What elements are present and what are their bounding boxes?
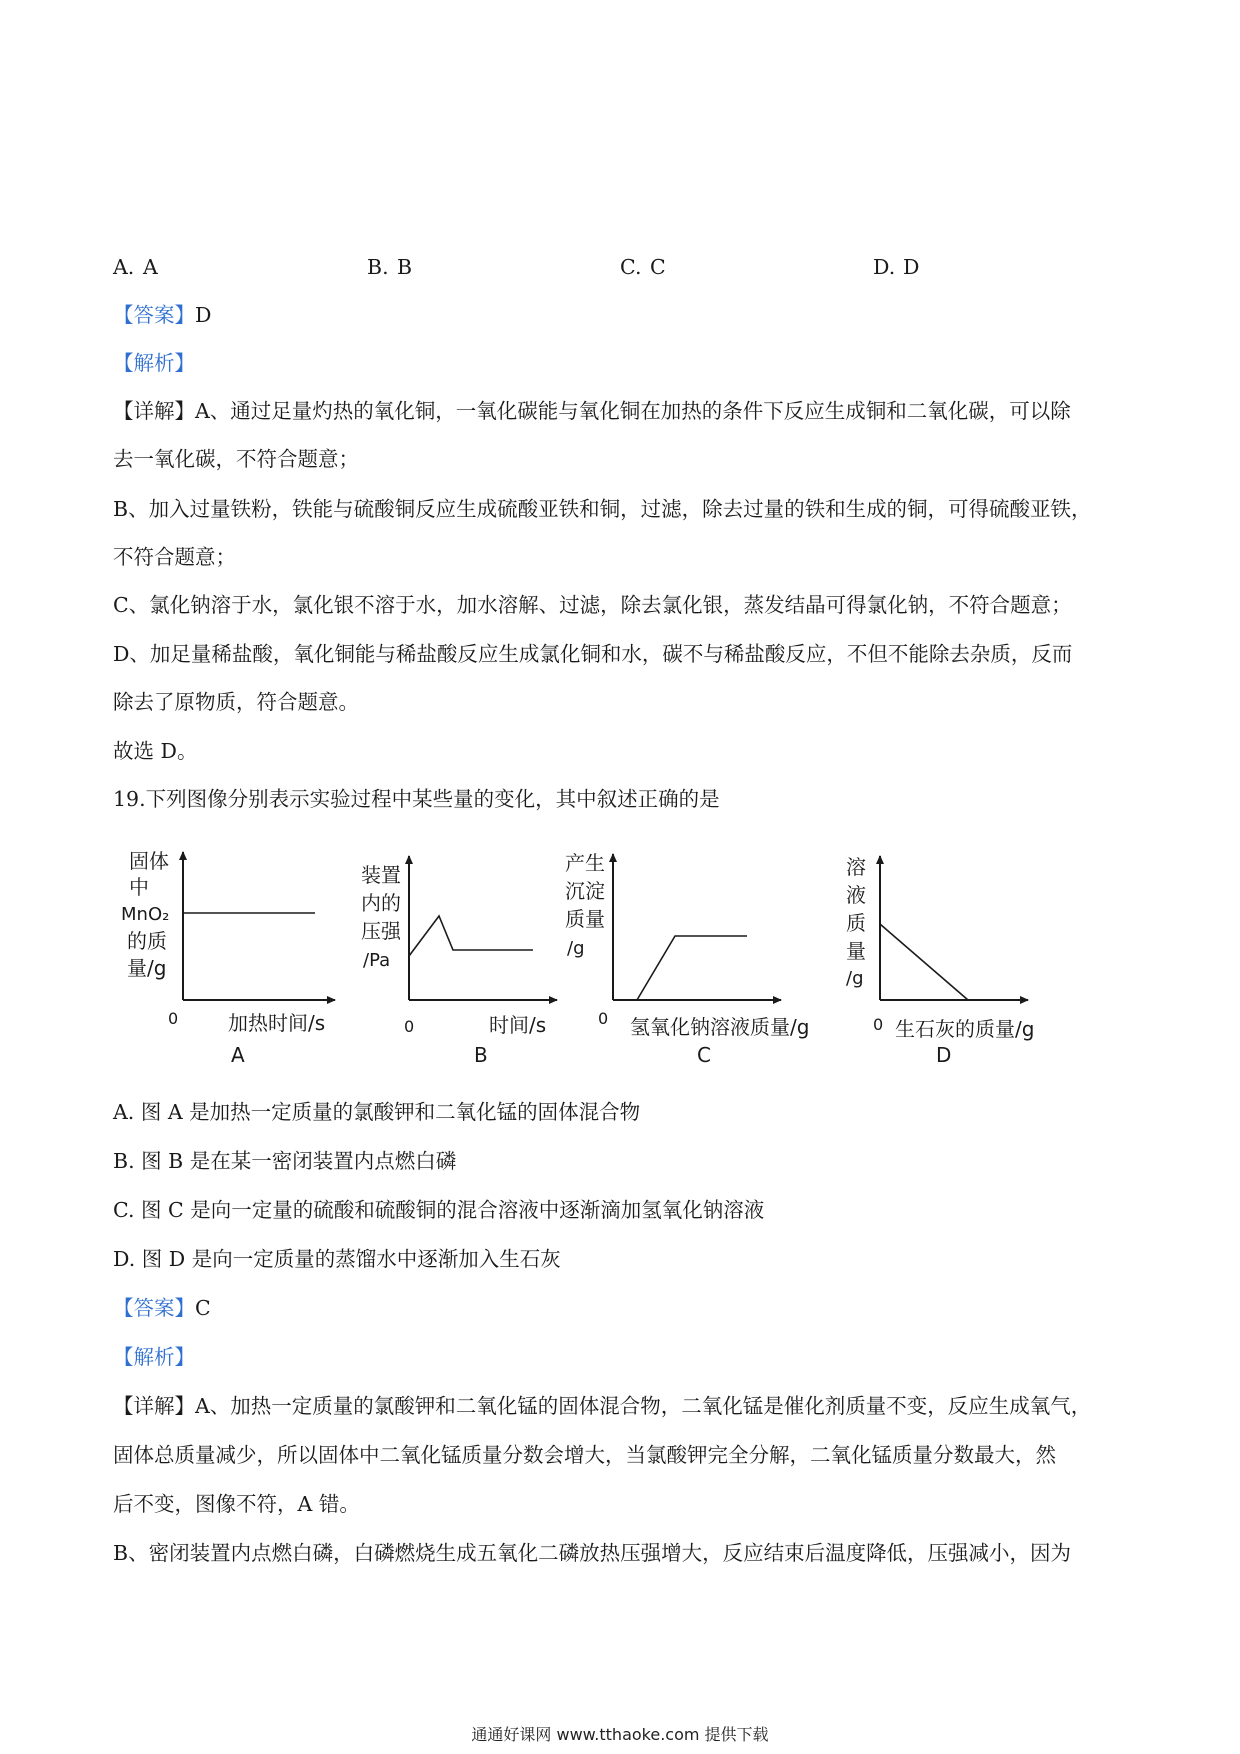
q19-detail-line: 后不变，图像不符，A 错。 bbox=[113, 1492, 360, 1516]
graph-a-ylabel: 的质 bbox=[127, 929, 167, 953]
q19-graphs bbox=[113, 840, 1063, 1080]
graph-d-caption: D bbox=[936, 1043, 952, 1067]
option-letter: C. bbox=[620, 255, 642, 279]
option-letter: A. bbox=[113, 255, 135, 279]
graph-a-ylabel: MnO₂ bbox=[121, 904, 170, 925]
graph-a-ylabel: 固体 bbox=[129, 849, 169, 873]
q19-detail-line: 固体总质量减少，所以固体中二氧化锰质量分数会增大，当氯酸钾完全分解，二氧化锰质量分数最大，然 bbox=[113, 1443, 1056, 1467]
q18-option-c bbox=[620, 254, 666, 280]
option-text: B bbox=[397, 255, 413, 279]
graph-c-caption: C bbox=[697, 1043, 711, 1067]
graph-b-curve bbox=[409, 916, 533, 956]
answer-tag: 【答案】 bbox=[113, 1296, 195, 1320]
graph-c-origin: 0 bbox=[598, 1009, 609, 1028]
graph-c bbox=[565, 851, 809, 1067]
q19-option-d: D. 图 D 是向一定质量的蒸馏水中逐渐加入生石灰 bbox=[113, 1247, 561, 1271]
q18-option-d bbox=[873, 254, 919, 280]
graph-a-xlabel: 加热时间/s bbox=[228, 1011, 326, 1035]
q18-detail-line bbox=[113, 398, 1071, 424]
graph-d-curve bbox=[880, 924, 968, 1000]
q18-conclusion: 故选 D。 bbox=[113, 739, 198, 763]
graph-b-origin: 0 bbox=[404, 1017, 415, 1036]
q18-option-b bbox=[367, 254, 412, 280]
q18-answer bbox=[113, 302, 211, 328]
graph-a-ylabel: 中 bbox=[129, 875, 149, 899]
graph-c-ylabel: 沉淀 bbox=[565, 879, 605, 903]
q19-option-c: C. 图 C 是向一定量的硫酸和硫酸铜的混合溶液中逐渐滴加氢氧化钠溶液 bbox=[113, 1198, 765, 1222]
graph-d-xlabel: 生石灰的质量/g bbox=[895, 1017, 1035, 1041]
graph-c-ylabel: 产生 bbox=[565, 851, 605, 875]
q19-analysis-tag: 【解析】 bbox=[113, 1345, 195, 1369]
graph-d-ylabel: 溶 bbox=[846, 855, 866, 879]
graph-d-ylabel: 量 bbox=[846, 939, 866, 963]
graph-c-ylabel: /g bbox=[567, 938, 585, 959]
graph-b-xlabel: 时间/s bbox=[489, 1013, 547, 1037]
graph-b-ylabel: 装置 bbox=[361, 863, 401, 887]
option-text: D bbox=[903, 255, 920, 279]
q19-answer bbox=[113, 1295, 211, 1321]
graph-d-ylabel: 质 bbox=[846, 911, 866, 935]
graph-c-xlabel: 氢氧化钠溶液质量/g bbox=[630, 1015, 810, 1039]
q19-detail-line: B、密闭装置内点燃白磷，白磷燃烧生成五氧化二磷放热压强增大，反应结束后温度降低，压强减小，因为 bbox=[113, 1541, 1072, 1565]
q19-detail-line bbox=[113, 1393, 1091, 1419]
graph-d-ylabel: 液 bbox=[846, 883, 866, 907]
detail-text: A、通过足量灼热的氧化铜，一氧化碳能与氧化铜在加热的条件下反应生成铜和二氧化碳，可以除 bbox=[195, 399, 1071, 423]
option-letter: B. bbox=[367, 255, 389, 279]
graph-b-ylabel: /Pa bbox=[363, 950, 391, 971]
detail-tag: 【详解】 bbox=[113, 1394, 195, 1418]
q18-detail-line: D、加足量稀盐酸，氧化铜能与稀盐酸反应生成氯化铜和水，碳不与稀盐酸反应，不但不能除去杂质，反而 bbox=[113, 642, 1073, 666]
answer-value: C bbox=[195, 1296, 211, 1320]
q19-stem: 19.下列图像分别表示实验过程中某些量的变化，其中叙述正确的是 bbox=[113, 787, 720, 811]
graph-b-ylabel: 内的 bbox=[361, 891, 401, 915]
graph-c-curve bbox=[613, 936, 747, 1000]
q18-detail-line: C、氯化钠溶于水，氯化银不溶于水，加水溶解、过滤，除去氯化银，蒸发结晶可得氯化钠，不符合题意； bbox=[113, 593, 1072, 617]
graph-b-caption: B bbox=[474, 1043, 488, 1067]
q18-option-a bbox=[113, 254, 158, 280]
graph-a-origin: 0 bbox=[168, 1009, 179, 1028]
graph-a-caption: A bbox=[231, 1043, 245, 1067]
graph-a-ylabel: 量/g bbox=[127, 956, 167, 980]
graph-a bbox=[121, 849, 335, 1067]
q18-analysis-tag: 【解析】 bbox=[113, 351, 195, 375]
page-footer: 通通好课网 www.tthaoke.com 提供下载 bbox=[471, 1725, 769, 1744]
q19-option-b: B. 图 B 是在某一密闭装置内点燃白磷 bbox=[113, 1149, 457, 1173]
detail-text: A、加热一定质量的氯酸钾和二氧化锰的固体混合物，二氧化锰是催化剂质量不变，反应生成氧气， bbox=[195, 1394, 1092, 1418]
answer-tag: 【答案】 bbox=[113, 303, 195, 327]
graph-d-origin: 0 bbox=[873, 1015, 884, 1034]
q18-detail-line: B、加入过量铁粉，铁能与硫酸铜反应生成硫酸亚铁和铜，过滤，除去过量的铁和生成的铜，可得硫酸亚铁， bbox=[113, 497, 1092, 521]
graph-d-ylabel: /g bbox=[846, 968, 864, 989]
option-text: C bbox=[650, 255, 666, 279]
option-letter: D. bbox=[873, 255, 896, 279]
q18-detail-line: 不符合题意； bbox=[113, 545, 236, 569]
q18-detail-line: 除去了原物质，符合题意。 bbox=[113, 690, 359, 714]
graph-b-ylabel: 压强 bbox=[361, 919, 401, 943]
graph-c-ylabel: 质量 bbox=[565, 907, 605, 931]
detail-tag: 【详解】 bbox=[113, 399, 195, 423]
q19-option-a: A. 图 A 是加热一定质量的氯酸钾和二氧化锰的固体混合物 bbox=[113, 1100, 641, 1124]
graph-d bbox=[846, 855, 1034, 1067]
answer-value: D bbox=[195, 303, 212, 327]
option-text: A bbox=[143, 255, 158, 279]
graph-b bbox=[361, 856, 557, 1067]
q18-detail-line: 去一氧化碳，不符合题意； bbox=[113, 447, 359, 471]
